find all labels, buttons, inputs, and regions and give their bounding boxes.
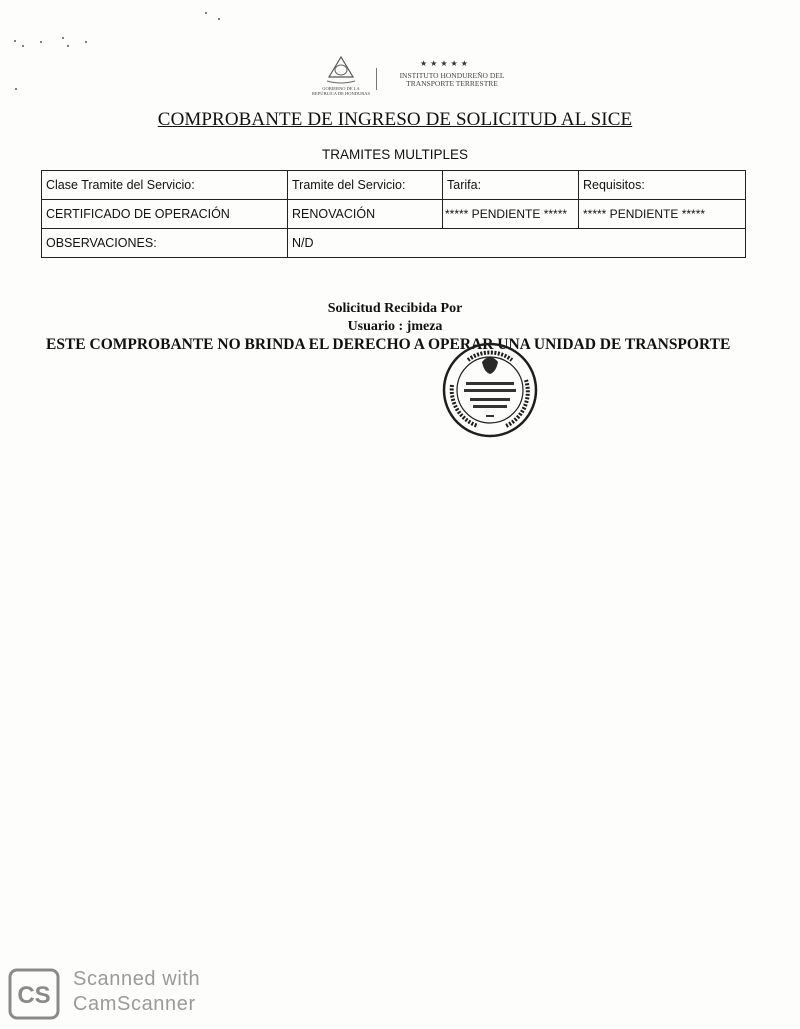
svg-text:CS: CS xyxy=(17,982,51,1009)
government-line-2: REPÚBLICA DE HONDURAS xyxy=(311,91,370,96)
table-row xyxy=(42,200,746,229)
letterhead-divider xyxy=(376,68,377,90)
cell-requirements: ***** PENDIENTE ***** xyxy=(579,200,746,229)
institute-line-1: INSTITUTO HONDUREÑO DEL xyxy=(399,71,505,80)
cell-service-class: CERTIFICADO DE OPERACIÓN xyxy=(42,200,288,229)
cell-service-procedure: RENOVACIÓN xyxy=(288,200,443,229)
user-line: Usuario : jmeza xyxy=(347,319,443,334)
stars-icon: ★★★★★ xyxy=(420,59,471,68)
header-service-class: Clase Tramite del Servicio: xyxy=(42,171,288,200)
document-title: COMPROBANTE DE INGRESO DE SOLICITUD AL SICE xyxy=(157,109,633,130)
warning-notice: ESTE COMPROBANTE NO BRINDA EL DERECHO A OPERAR UNA UNIDAD DE TRANSPORTE xyxy=(46,336,731,353)
service-table xyxy=(41,170,746,258)
government-crest-icon xyxy=(310,55,372,97)
received-by: Solicitud Recibida Por xyxy=(327,301,463,316)
observations-label: OBSERVACIONES: xyxy=(42,229,288,258)
institute-name xyxy=(382,72,522,87)
official-seal xyxy=(440,340,540,440)
observations-value: N/D xyxy=(288,229,746,258)
header-service-procedure: Tramite del Servicio: xyxy=(288,171,443,200)
watermark-line-2: CamScanner xyxy=(73,993,196,1015)
watermark-line-1: Scanned with xyxy=(73,968,201,990)
observations-row xyxy=(42,229,746,258)
institute-line-2: TRANSPORTE TERRESTRE xyxy=(406,78,498,88)
government-caption xyxy=(310,86,372,96)
camscanner-logo-icon xyxy=(8,968,60,1020)
header-fee: Tarifa: xyxy=(443,171,579,200)
letterhead xyxy=(310,55,530,100)
document-subtitle: TRAMITES MULTIPLES xyxy=(321,147,469,162)
government-line-1: GOBIERNO DE LA xyxy=(322,86,360,91)
header-requirements: Requisitos: xyxy=(579,171,746,200)
cell-fee: ***** PENDIENTE ***** xyxy=(443,200,579,229)
table-header-row xyxy=(42,171,746,200)
